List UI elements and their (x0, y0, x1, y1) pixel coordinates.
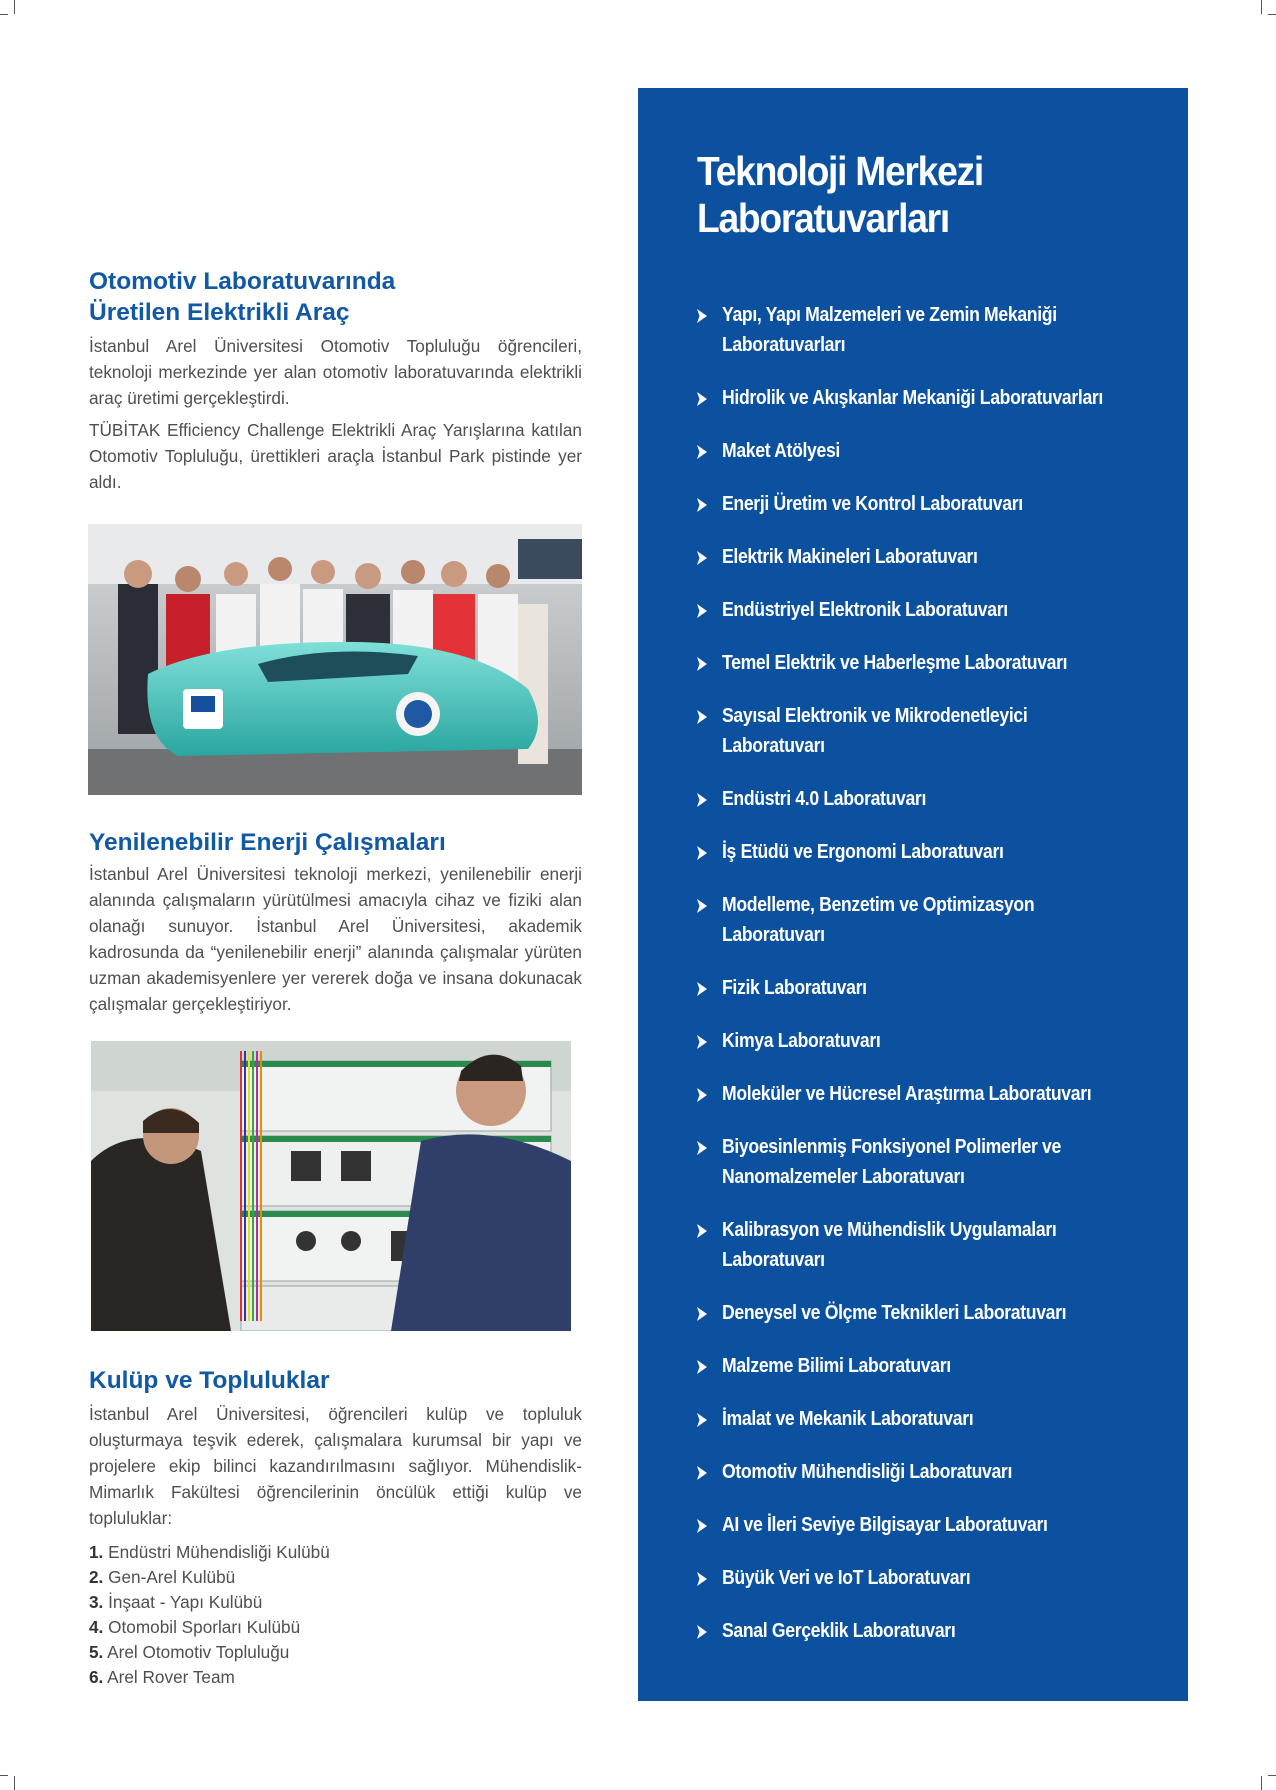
club-name: Otomobil Sporları Kulübü (108, 1617, 301, 1637)
chevron-right-icon (695, 444, 709, 460)
crop-mark (1268, 14, 1276, 15)
chevron-right-icon (695, 1571, 709, 1587)
list-item (89, 1665, 582, 1690)
lab-name: AI ve İleri Seviye Bilgisayar Laboratuvarı (722, 1513, 1048, 1536)
crop-mark (0, 1775, 8, 1776)
lab-name: Laboratuvarı (722, 1248, 825, 1271)
lab-name: Hidrolik ve Akışkanlar Mekaniği Laboratuvarları (722, 386, 1103, 409)
chevron-right-icon (695, 656, 709, 672)
chevron-right-icon (695, 308, 709, 324)
chevron-right-icon (695, 709, 709, 725)
chevron-right-icon (695, 1359, 709, 1375)
lab-list-item (695, 1079, 1175, 1109)
lab-name: Sayısal Elektronik ve Mikrodenetleyici (722, 704, 1028, 727)
lab-name: Endüstriyel Elektronik Laboratuvarı (722, 598, 1008, 621)
lab-name: Maket Atölyesi (722, 439, 840, 462)
lab-list-item (695, 489, 1175, 519)
list-number: 4. (89, 1617, 104, 1637)
club-name: Endüstri Mühendisliği Kulübü (108, 1542, 330, 1562)
paragraph: TÜBİTAK Efficiency Challenge Elektrikli Araç Yarışlarına katılan Otomotiv Topluluğu, ürettikleri araçla İstanbul Park pistinde yer aldı. (89, 420, 582, 492)
title-line: Otomotiv Laboratuvarında (89, 268, 396, 295)
lab-name: İmalat ve Mekanik Laboratuvarı (722, 1407, 974, 1430)
club-name: Arel Otomotiv Topluluğu (107, 1642, 290, 1662)
chevron-right-icon (695, 550, 709, 566)
club-list (89, 1540, 582, 1690)
lab-list-item (695, 300, 1175, 360)
list-item (89, 1640, 582, 1665)
crop-mark (14, 1776, 15, 1790)
chevron-right-icon (695, 1306, 709, 1322)
lab-list-item (695, 890, 1175, 950)
lab-list-item (695, 973, 1175, 1003)
lab-name: Endüstri 4.0 Laboratuvarı (722, 787, 926, 810)
chevron-right-icon (695, 391, 709, 407)
lab-name: Temel Elektrik ve Haberleşme Laboratuvarı (722, 651, 1068, 674)
chevron-right-icon (695, 981, 709, 997)
lab-list-item (695, 1351, 1175, 1381)
list-item (89, 1565, 582, 1590)
list-number: 1. (89, 1542, 104, 1562)
chevron-right-icon (695, 898, 709, 914)
chevron-right-icon (695, 1087, 709, 1103)
lab-name: İş Etüdü ve Ergonomi Laboratuvarı (722, 840, 1004, 863)
title-line: Üretilen Elektrikli Araç (89, 299, 350, 326)
crop-mark (1261, 0, 1262, 14)
paragraph: İstanbul Arel Üniversitesi Otomotiv Topluluğu öğrencileri, teknoloji merkezinde yer alan otomotiv laboratuvarında elektrikli araç üretimi gerçekleştirdi. (89, 336, 582, 408)
lab-list-item (695, 1510, 1175, 1540)
lab-name: Nanomalzemeler Laboratuvarı (722, 1165, 965, 1188)
electric-car-photo (88, 524, 582, 795)
lab-name: Modelleme, Benzetim ve Optimizasyon (722, 893, 1035, 916)
lab-list-item (695, 1026, 1175, 1056)
lab-list-item (695, 837, 1175, 867)
lab-list-item (695, 1298, 1175, 1328)
lab-name: Kalibrasyon ve Mühendislik Uygulamaları (722, 1218, 1057, 1241)
list-item (89, 1590, 582, 1615)
crop-mark (1261, 1776, 1262, 1790)
lab-list (695, 300, 1175, 1669)
lab-name: Biyoesinlenmiş Fonksiyonel Polimerler ve (722, 1135, 1061, 1158)
title-line: Laboratuvarları (697, 195, 949, 241)
lab-name: Deneysel ve Ölçme Teknikleri Laboratuvarı (722, 1301, 1067, 1324)
chevron-right-icon (695, 1034, 709, 1050)
chevron-right-icon (695, 845, 709, 861)
lab-list-item (695, 436, 1175, 466)
crop-mark (0, 14, 8, 15)
lab-list-item (695, 1132, 1175, 1192)
crop-mark (14, 0, 15, 14)
lab-name: Sanal Gerçeklik Laboratuvarı (722, 1619, 956, 1642)
chevron-right-icon (695, 497, 709, 513)
lab-name: Laboratuvarı (722, 923, 825, 946)
section-clubs (89, 1365, 582, 1690)
lab-list-item (695, 648, 1175, 678)
lab-list-item (695, 542, 1175, 572)
list-number: 6. (89, 1667, 104, 1687)
chevron-right-icon (695, 792, 709, 808)
section-electric-car (89, 266, 582, 495)
panel-title (697, 148, 983, 242)
lab-name: Büyük Veri ve IoT Laboratuvarı (722, 1566, 971, 1589)
lab-name: Moleküler ve Hücresel Araştırma Laboratuvarı (722, 1082, 1092, 1105)
section-title: Yenilenebilir Enerji Çalışmaları (89, 829, 446, 856)
title-line: Teknoloji Merkezi (697, 148, 983, 194)
chevron-right-icon (695, 1624, 709, 1640)
electric-car-image (88, 524, 582, 795)
lab-name: Laboratuvarları (722, 333, 846, 356)
chevron-right-icon (695, 1223, 709, 1239)
paragraph: İstanbul Arel Üniversitesi teknoloji merkezi, yenilenebilir enerji alanında çalışmaların yürütülmesi amacıyla cihaz ve fiziki alan olanağı sunuyor. İstanbul Arel Üniversitesi, akademik kadrosunda da “yenilenebilir enerji” alanında çalışmalar yürüten uzman akademisyenlere yer vererek doğa ve insana dokunacak çalışmalar gerçekleştiriyor. (89, 864, 582, 1014)
chevron-right-icon (695, 603, 709, 619)
lab-list-item (695, 595, 1175, 625)
section-title (89, 266, 582, 328)
section-renewable-energy (89, 827, 582, 1017)
crop-mark (1268, 1775, 1276, 1776)
list-item (89, 1540, 582, 1565)
list-number: 5. (89, 1642, 104, 1662)
lab-name: Yapı, Yapı Malzemeleri ve Zemin Mekaniği (722, 303, 1057, 326)
lab-list-item (695, 701, 1175, 761)
lab-list-item (695, 1404, 1175, 1434)
lab-list-item (695, 383, 1175, 413)
chevron-right-icon (695, 1465, 709, 1481)
club-name: Arel Rover Team (107, 1667, 235, 1687)
lab-list-item (695, 1215, 1175, 1275)
lab-name: Enerji Üretim ve Kontrol Laboratuvarı (722, 492, 1023, 515)
chevron-right-icon (695, 1140, 709, 1156)
paragraph: İstanbul Arel Üniversitesi, öğrencileri kulüp ve topluluk oluşturmaya teşvik ederek, çalışmalara kurumsal bir yapı ve projelere ekip bilinci kazandırılmasını sağlıyor. Mühendislik-Mimarlık Fakültesi öğrencilerinin öncülük ettiği kulüp ve topluluklar: (89, 1404, 582, 1528)
list-number: 3. (89, 1592, 104, 1612)
list-item (89, 1615, 582, 1640)
lab-list-item (695, 1563, 1175, 1593)
lab-list-item (695, 784, 1175, 814)
lab-list-item (695, 1616, 1175, 1646)
lab-name: Fizik Laboratuvarı (722, 976, 867, 999)
club-name: İnşaat - Yapı Kulübü (108, 1592, 263, 1612)
lab-name: Kimya Laboratuvarı (722, 1029, 881, 1052)
lab-name: Malzeme Bilimi Laboratuvarı (722, 1354, 951, 1377)
energy-lab-image (91, 1041, 571, 1331)
chevron-right-icon (695, 1412, 709, 1428)
list-number: 2. (89, 1567, 104, 1587)
labs-panel (638, 88, 1188, 1701)
section-title: Kulüp ve Topluluklar (89, 1367, 330, 1394)
chevron-right-icon (695, 1518, 709, 1534)
lab-name: Laboratuvarı (722, 734, 825, 757)
club-name: Gen-Arel Kulübü (108, 1567, 236, 1587)
lab-name: Otomotiv Mühendisliği Laboratuvarı (722, 1460, 1012, 1483)
lab-name: Elektrik Makineleri Laboratuvarı (722, 545, 978, 568)
energy-lab-photo (91, 1041, 571, 1331)
lab-list-item (695, 1457, 1175, 1487)
